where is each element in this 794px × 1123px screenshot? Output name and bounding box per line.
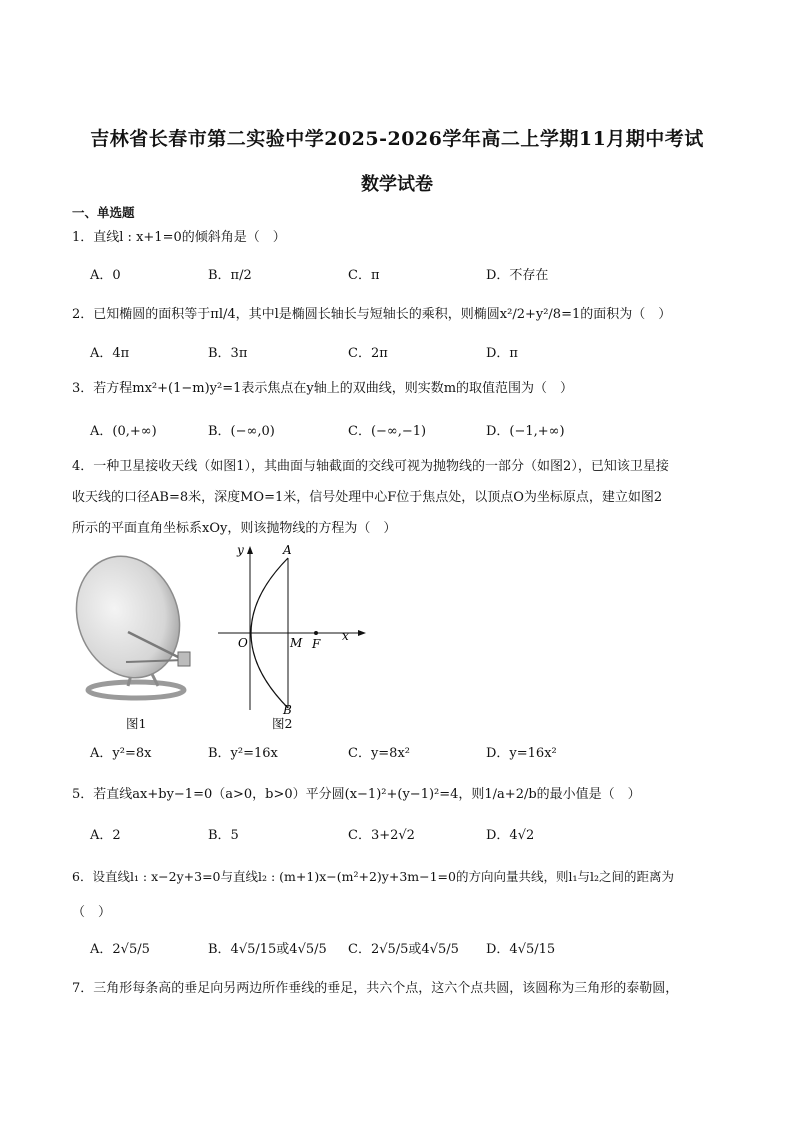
question-7-line-1: 7．三角形每条高的垂足向另两边所作垂线的垂足，共六个点，这六个点共圆，该圆称为三角形的泰勒圆，: [72, 981, 679, 996]
option-d: D．π: [486, 346, 518, 361]
question-1: 1．直线l : x+1=0的倾斜角是（ ）: [72, 230, 286, 245]
option-c: C．(−∞,−1): [348, 424, 427, 439]
option-a: A．y²=8x: [90, 746, 152, 761]
option-c: C．3+2√2: [348, 828, 415, 843]
figure-2-parabola: [210, 540, 370, 715]
option-d: D．4√5/15: [486, 942, 556, 957]
option-b: B．5: [208, 828, 239, 843]
question-5-options: [90, 824, 730, 850]
label-o: O: [238, 636, 248, 650]
option-c: C．2π: [348, 346, 388, 361]
question-6-line-1: 6．设直线l₁ : x−2y+3=0与直线l₂ : (m+1)x−(m²+2)y+3m−1=0的方向向量共线，则l₁与l₂之间的距离为: [72, 869, 674, 884]
option-b: B．3π: [208, 346, 248, 361]
question-3: 3．若方程mx²+(1−m)y²=1表示焦点在y轴上的双曲线，则实数m的取值范围为（ ）: [72, 381, 574, 396]
option-c: C．y=8x²: [348, 746, 410, 761]
option-a: A．2√5/5: [90, 942, 150, 957]
option-a: A．(0,+∞): [90, 424, 157, 439]
page-title: 吉林省长春市第二实验中学2025-2026学年高二上学期11月期中考试: [90, 128, 704, 150]
figure-1-caption: 图1: [126, 716, 147, 731]
option-c: C．2√5/5或4√5/5: [348, 942, 459, 957]
label-m: M: [290, 636, 303, 650]
option-b: B．(−∞,0): [208, 424, 275, 439]
question-2-options: [90, 342, 730, 368]
label-f: F: [312, 637, 321, 651]
figure-1-satellite-dish: [66, 552, 206, 702]
label-a: A: [283, 543, 292, 557]
label-b: B: [283, 703, 292, 715]
question-6-line-2: （ ）: [72, 905, 112, 920]
question-3-options: [90, 420, 730, 446]
option-b: B．π/2: [208, 268, 252, 283]
question-4-line-3: 所示的平面直角坐标系xOy，则该抛物线的方程为（ ）: [72, 521, 397, 536]
label-x: x: [342, 629, 349, 643]
figure-2-caption: 图2: [272, 716, 293, 731]
page-subtitle: 数学试卷: [361, 174, 433, 195]
question-5: 5．若直线ax+by−1=0（a>0，b>0）平分圆(x−1)²+(y−1)²=4，则1/a+2/b的最小值是（ ）: [72, 787, 641, 802]
label-y: y: [237, 543, 244, 557]
option-d: D．4√2: [486, 828, 535, 843]
option-a: A．4π: [90, 346, 130, 361]
question-6-options: [90, 938, 730, 964]
option-b: B．y²=16x: [208, 746, 278, 761]
question-4-options: [90, 742, 730, 768]
option-d: D．(−1,+∞): [486, 424, 565, 439]
question-1-options: [90, 264, 730, 290]
option-d: D．不存在: [486, 268, 549, 283]
question-2: 2．已知椭圆的面积等于πl/4，其中l是椭圆长轴长与短轴长的乘积，则椭圆x²/2+y²/8=1的面积为（ ）: [72, 307, 672, 322]
question-4-line-1: 4．一种卫星接收天线（如图1），其曲面与轴截面的交线可视为抛物线的一部分（如图2），已知该卫星接: [72, 459, 669, 474]
option-b: B．4√5/15或4√5/5: [208, 942, 327, 957]
section-heading: 一、单选题: [72, 205, 135, 220]
question-4-line-2: 收天线的口径AB=8米，深度MO=1米，信号处理中心F位于焦点处，以顶点O为坐标原点，建立如图2: [72, 490, 663, 505]
option-a: A．0: [90, 268, 121, 283]
option-d: D．y=16x²: [486, 746, 557, 761]
option-c: C．π: [348, 268, 380, 283]
option-a: A．2: [90, 828, 121, 843]
